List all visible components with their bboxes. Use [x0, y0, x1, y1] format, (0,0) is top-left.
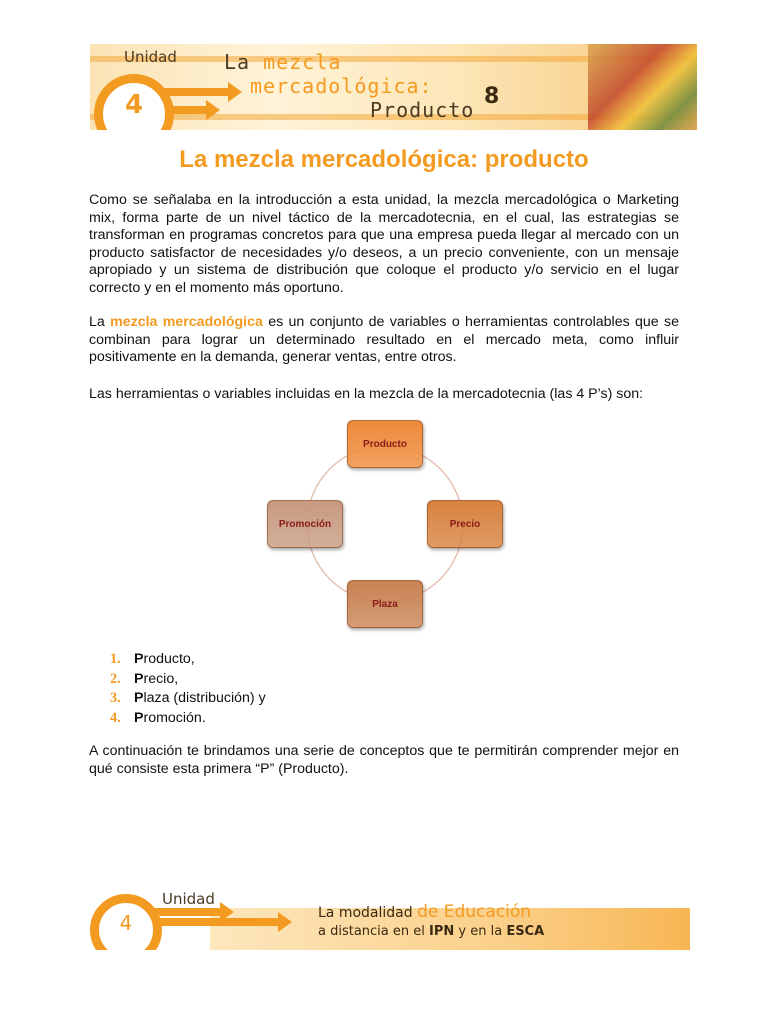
header-banner — [90, 44, 697, 130]
unit-number-badge — [94, 74, 174, 130]
banner-side-number: 8 — [484, 84, 500, 109]
arrow-icon — [160, 918, 280, 926]
node-plaza: Plaza — [347, 580, 423, 628]
tools-intro: Las herramientas o variables incluidas en la mezcla de la mercadotecnia (las 4 P’s) son: — [89, 386, 644, 402]
list-item: 2. Precio, — [110, 670, 179, 687]
definition-rest: es un conjunto de variables o herramientas controlables que se combinan para lograr un determinado resultado en el mercado meta, como influir positivamente en la demanda, generar ventas, entre otros. — [89, 314, 679, 366]
footer-banner — [90, 886, 690, 950]
footer-unit-number: 4 — [119, 911, 133, 935]
closing-paragraph: A continuación te brindamos una serie de conceptos que te permitirán comprender mejor en qué consiste esta primera “P” (Producto). — [89, 743, 679, 777]
node-precio: Precio — [427, 500, 503, 548]
page-title: La mezcla mercadológica: producto — [179, 146, 589, 173]
definition-paragraph — [89, 314, 679, 367]
footer-line2: a distancia en el IPN y en la ESCA — [318, 924, 545, 939]
banner-title-line1: La mezcla — [224, 50, 342, 74]
list-item: 1. Producto, — [110, 651, 195, 667]
list-item: 4. Promoción. — [110, 709, 206, 726]
intro-paragraph: Como se señalaba en la introducción a esta unidad, la mezcla mercadológica o Marketing mix, forma parte de un nivel táctico de la mercadotecnia, en el cual, las estrategias se transforman en programas concretos para que una empresa pueda llegar al mercado con un producto satisfactor de necesidades y/o deseos, a un precio conveniente, con un mensaje apropiado y un sistema de distribución que coloque el producto y/o servicio en el lugar correcto y en el momento más oportuno. — [89, 192, 679, 296]
node-promocion: Promoción — [267, 500, 343, 548]
four-ps-cycle-diagram — [265, 420, 505, 630]
node-producto: Producto — [347, 420, 423, 468]
footer-line1: La modalidad de Educación — [318, 902, 532, 922]
unit-label: Unidad — [124, 48, 177, 66]
shopping-cart-image — [588, 44, 697, 130]
four-ps-list — [110, 650, 266, 728]
definition-prefix: La — [89, 314, 111, 330]
banner-title-line3: Producto — [370, 98, 475, 122]
unit-number: 4 — [124, 90, 144, 120]
list-item: 3. Plaza (distribución) y — [110, 690, 266, 707]
footer-unit-badge — [90, 894, 162, 950]
banner-title-line2: mercadológica: — [250, 74, 433, 98]
footer-unit-label: Unidad — [162, 890, 215, 908]
definition-highlight: mezcla mercadológica — [110, 314, 263, 330]
